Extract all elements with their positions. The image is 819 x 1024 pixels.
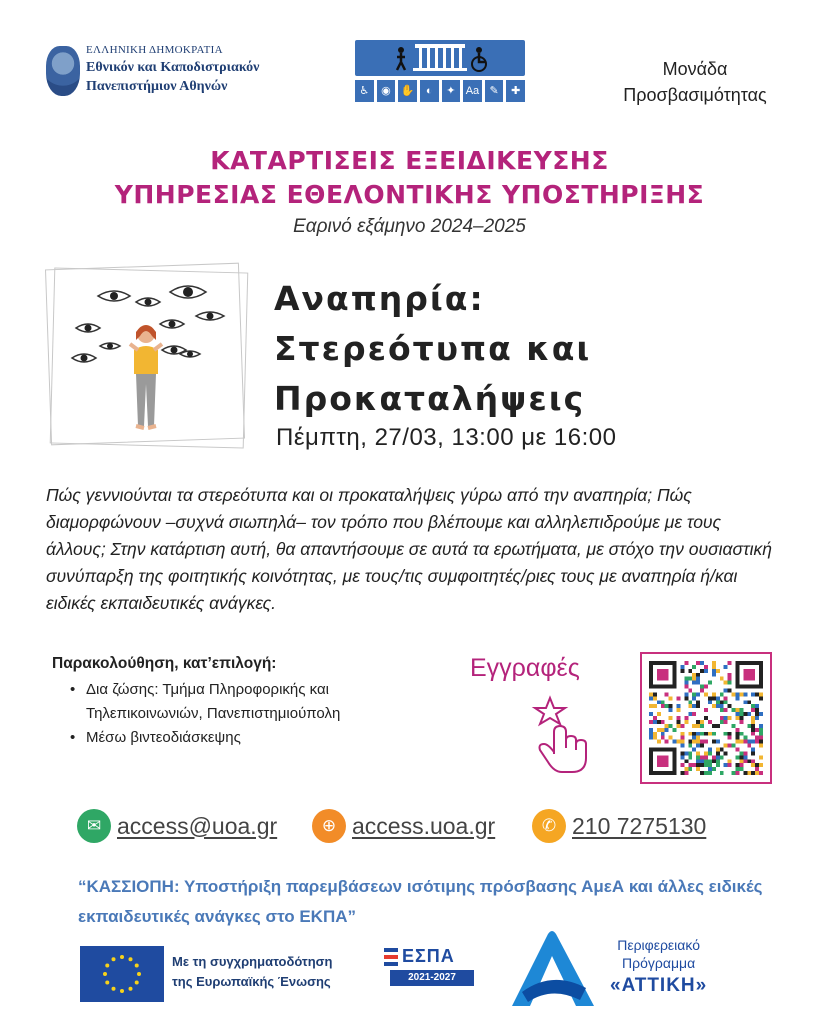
eu-cofunding-label [172,952,333,992]
attiki-program-label [610,936,707,1000]
event-description: Πώς γεννιούνται τα στερεότυπα και οι προκαταλήψεις γύρω από την αναπηρία; Πώς διαμορφώνουν –συχνά σιωπηλά– τον τρόπο που βλέπουμε και αλληλεπιδρούμε με τους άλλους; Στην κατάρτιση αυτή, θα απαντήσουμε σε αυτά τα ερωτήματα, με στόχο την ουσιαστική συνύπαρξη της φοιτητικής κοινότητας, με τους/τις συμφοιτητές/ριες τους με αναπηρία ή/και ειδικές εκπαιδευτικές ανάγκες. [46,485,772,613]
disability-icons-row [355,80,525,102]
attendance-option-in-person: • Δια ζώσης: Τμήμα Πληροφορικής και Τηλεπικοινωνιών, Πανεπιστημιούπολη [70,678,390,726]
globe-icon: ⊕ [312,809,346,843]
puzzle-icon: ✚ [506,80,525,102]
speech-icon: ✎ [485,80,504,102]
university-logo [46,42,316,100]
espa-bars-icon [384,948,398,970]
pointing-hand-star-icon [530,692,600,776]
hands-icon: ✋ [398,80,417,102]
attendance-option-online: • Μέσω βιντεοδιάσκεψης [70,726,390,750]
event-title [274,274,591,424]
eu-line1: Με τη συγχρηματοδότηση [172,954,333,969]
phone-icon: ✆ [532,809,566,843]
brain-icon: ✦ [442,80,461,102]
accessibility-logo [355,40,525,102]
attiki-line1: Περιφερειακό [617,937,700,953]
espa-years: 2021-2027 [390,970,474,986]
university-line3: Πανεπιστήμιον Αθηνών [86,79,228,94]
accessibility-unit-label [600,56,790,108]
eye-icon: ◉ [377,80,396,102]
university-line2: Εθνικόν και Καποδιστριακόν [86,60,260,75]
attiki-a-logo-icon [502,926,602,1012]
university-line1: ΕΛΛΗΝΙΚΗ ΔΗΜΟΚΡΑΤΙΑ [86,44,223,56]
phone-link[interactable]: 210 7275130 [572,812,707,839]
text-icon: Aa [463,80,482,102]
program-description: “ΚΑΣΣΙΟΠΗ: Υποστήριξη παρεμβάσεων ισότιμης πρόσβασης ΑμεΑ και άλλες ειδικές εκπαιδευτικές ανάγκες στο ΕΚΠΑ” [78,877,763,926]
registration-qr-code[interactable] [640,652,772,784]
event-title-line1: Αναπηρία: [274,279,485,318]
registration-label[interactable]: Εγγραφές [470,654,580,682]
eu-flag-icon [80,946,164,1002]
event-title-line3: Προκαταλήψεις [274,379,586,418]
building-banner [355,40,525,76]
email-link[interactable]: access@uoa.gr [117,812,278,839]
event-datetime: Πέμπτη, 27/03, 13:00 με 16:00 [276,424,617,451]
email-contact[interactable] [77,807,277,845]
attiki-line2: Πρόγραμμα [622,955,696,971]
website-contact[interactable] [312,807,495,845]
semester-label: Εαρινό εξάμηνο 2024–2025 [293,216,526,237]
phone-contact[interactable] [532,807,706,845]
event-title-line2: Στερεότυπα και [274,329,592,368]
stereotypes-illustration [48,266,248,450]
athena-seal-icon [46,46,80,96]
unit-line1: Μονάδα [662,59,728,79]
main-title-line1: ΚΑΤΑΡΤΙΣΕΙΣ ΕΞΕΙΔΙΚΕΥΣΗΣ [210,146,609,175]
espa-name: ΕΣΠΑ [402,946,455,966]
ear-icon: ◐ [420,80,439,102]
mobility-icon: ♿ [355,80,374,102]
eu-line2: της Ευρωπαϊκής Ένωσης [172,974,331,989]
main-title-line2: ΥΠΗΡΕΣΙΑΣ ΕΘΕΛΟΝΤΙΚΗΣ ΥΠΟΣΤΗΡΙΞΗΣ [114,180,705,209]
attendance-options [70,678,390,750]
envelope-icon: ✉ [77,809,111,843]
website-link[interactable]: access.uoa.gr [352,812,496,839]
attendance-heading: Παρακολούθηση, κατ’επιλογή: [52,655,277,672]
unit-line2: Προσβασιμότητας [623,85,767,105]
attiki-line3: «ΑΤΤΙΚΗ» [610,975,708,996]
espa-logo [384,946,476,1002]
